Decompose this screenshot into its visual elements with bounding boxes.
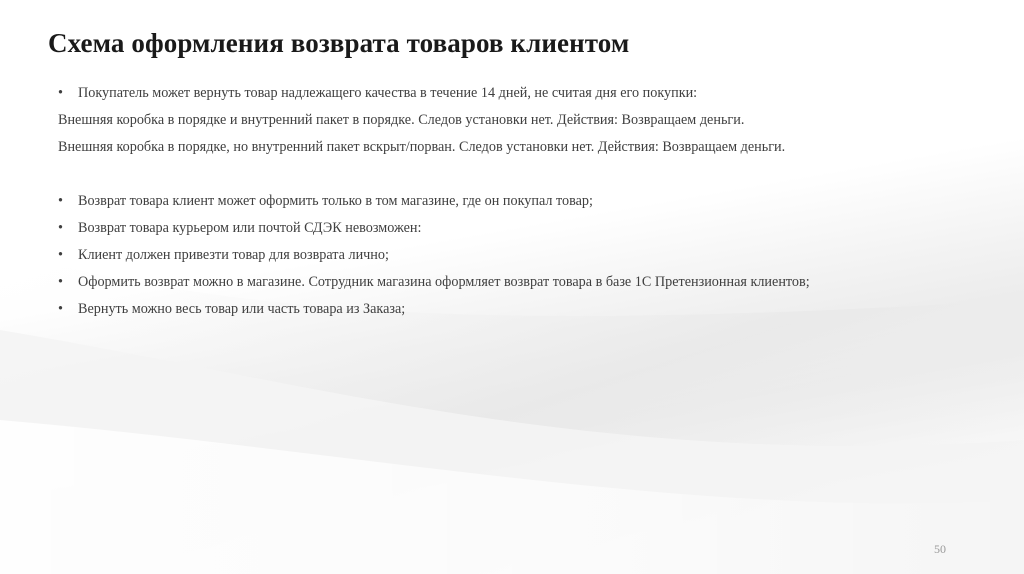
bullet-marker: • bbox=[58, 220, 63, 236]
bullet-text: Возврат товара клиент может оформить только в том магазине, где он покупал товар; bbox=[78, 193, 593, 209]
bullet-item bbox=[58, 192, 998, 219]
slide-title: Схема оформления возврата товаров клиентом bbox=[48, 28, 630, 58]
bullet-marker: • bbox=[58, 274, 63, 290]
bullet-item bbox=[58, 219, 998, 246]
bullet-text: Покупатель может вернуть товар надлежащего качества в течение 14 дней, не считая дня его покупки: bbox=[78, 85, 698, 101]
bullet-marker: • bbox=[58, 247, 63, 263]
bullet-item bbox=[58, 246, 998, 273]
spacer bbox=[58, 165, 998, 192]
bullet-marker: • bbox=[58, 193, 63, 209]
bullet-item bbox=[58, 84, 998, 111]
bullet-text: Клиент должен привезти товар для возврата лично; bbox=[78, 247, 389, 263]
sub-line bbox=[58, 111, 998, 138]
bullet-item bbox=[58, 300, 998, 327]
bullet-item bbox=[58, 273, 998, 300]
bullet-marker: • bbox=[58, 301, 63, 317]
bullet-text: Вернуть можно весь товар или часть товара из Заказа; bbox=[78, 301, 406, 317]
sub-line-text: Внешняя коробка в порядке, но внутренний пакет вскрыт/порван. Следов установки нет. Действия: Возвращаем деньги. bbox=[58, 139, 786, 155]
slide-content bbox=[58, 84, 998, 327]
page-number: 50 bbox=[934, 542, 946, 556]
sub-line bbox=[58, 138, 998, 165]
bullet-text: Возврат товара курьером или почтой СДЭК невозможен: bbox=[78, 220, 422, 236]
sub-line-text: Внешняя коробка в порядке и внутренний пакет в порядке. Следов установки нет. Действия: Возвращаем деньги. bbox=[58, 112, 745, 128]
bullet-text: Оформить возврат можно в магазине. Сотрудник магазина оформляет возврат товара в базе 1С Претензионная клиентов; bbox=[78, 274, 810, 290]
bullet-marker: • bbox=[58, 85, 63, 101]
